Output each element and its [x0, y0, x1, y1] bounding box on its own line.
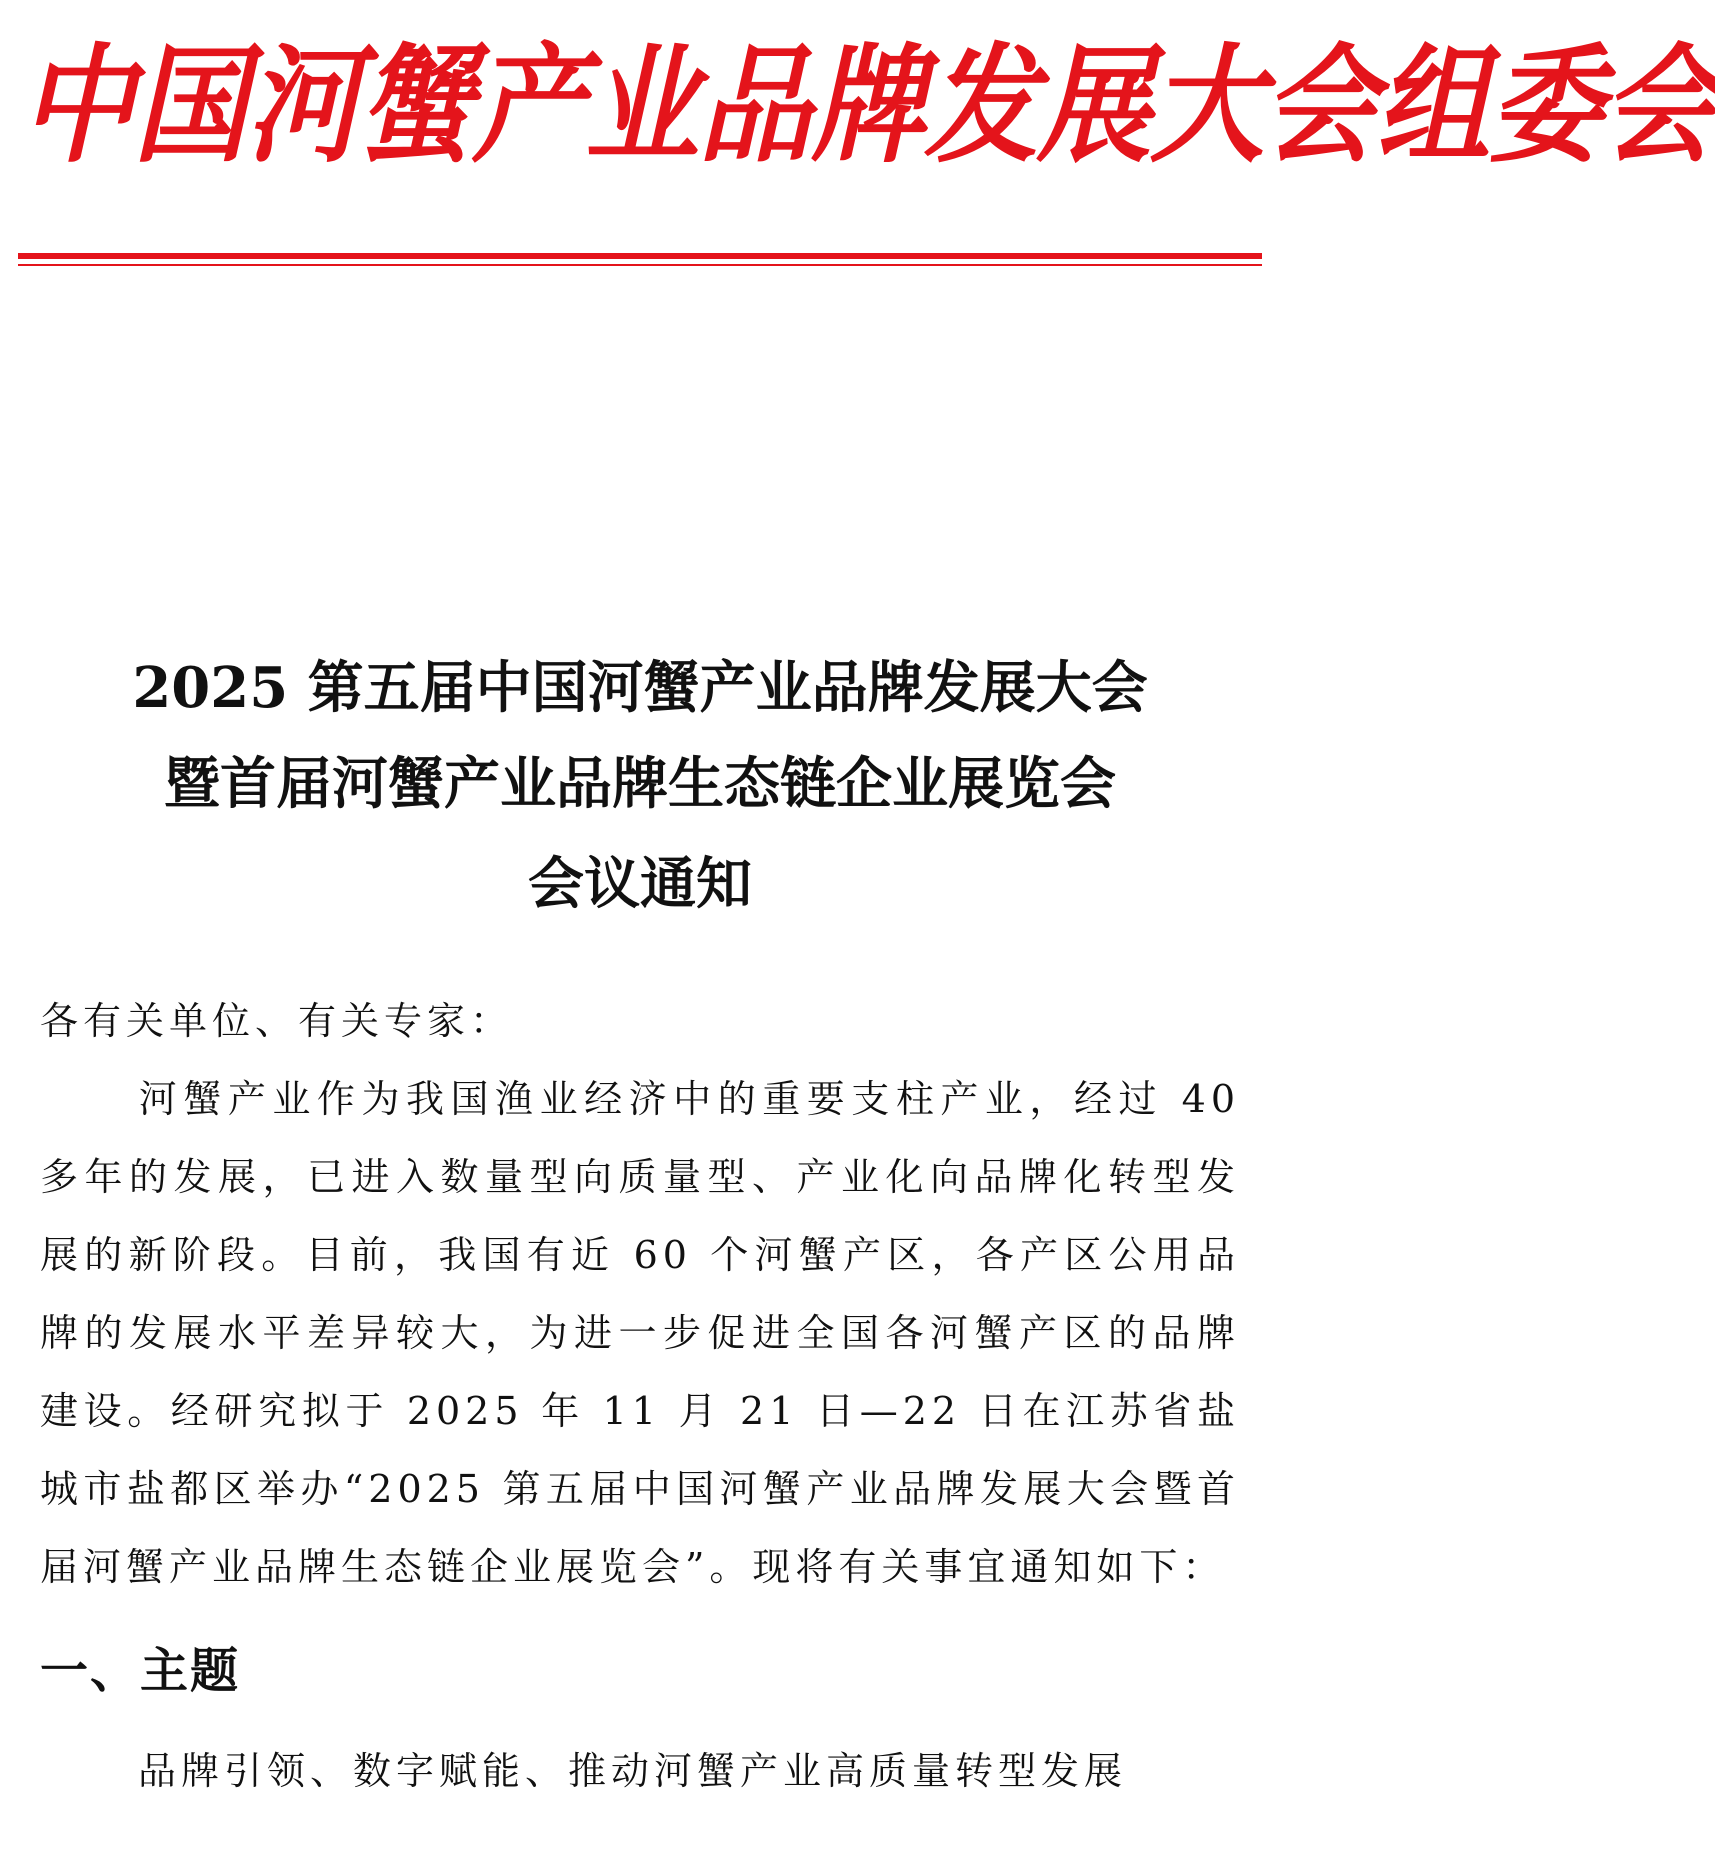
document-title-line-3: 会议通知: [528, 851, 752, 917]
theme-text: 品牌引领、数字赋能、推动河蟹产业高质量转型发展: [138, 1749, 1128, 1793]
organization-header: 中国河蟹产业品牌发展大会组委会: [20, 29, 1715, 181]
document-title-line-1: 2025 第五届中国河蟹产业品牌发展大会: [132, 655, 1148, 721]
document-body: [40, 982, 1240, 1816]
header-divider-thick: [18, 253, 1262, 259]
intro-paragraph: 河蟹产业作为我国渔业经济中的重要支柱产业，经过 40 多年的发展，已进入数量型向质量型、产业化向品牌化转型发展的新阶段。目前，我国有近 60 个河蟹产区，各产区公用品牌的发展水平差异较大，为进一步促进全国各河蟹产区的品牌建设。经研究拟于 2025 年 11 月 21 日—22 日在江苏省盐城市盐都区举办“2025 第五届中国河蟹产业品牌发展大会暨首届河蟹产业品牌生态链企业展览会”。现将有关事宜通知如下：: [40, 1077, 1240, 1589]
section-heading-theme: 一、主题: [40, 1643, 241, 1699]
salutation: 各有关单位、有关专家：: [40, 999, 514, 1043]
document-title-line-2: 暨首届河蟹产业品牌生态链企业展览会: [164, 751, 1116, 817]
header-divider-thin: [18, 264, 1262, 266]
